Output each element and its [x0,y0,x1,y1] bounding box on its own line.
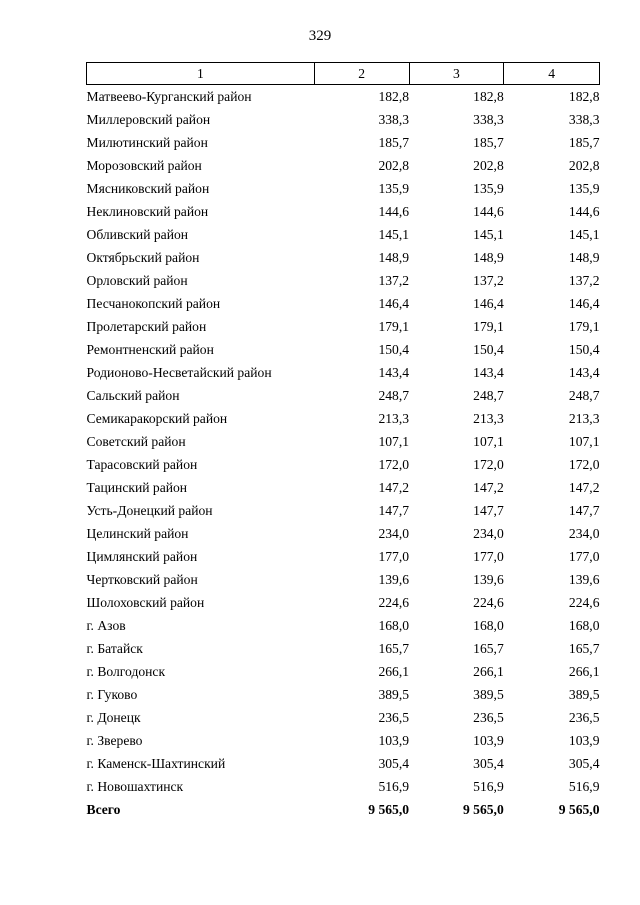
value-col-2: 150,4 [378,342,410,357]
value-col-3: 224,6 [473,595,504,610]
value-col-3: 202,8 [473,158,504,173]
value-col-2: 389,5 [378,687,410,702]
district-name: Ремонтненский район [86,342,214,357]
table-row [87,683,600,706]
value-col-2: 147,2 [378,480,410,495]
value-col-4: 202,8 [568,158,600,173]
table-row [87,315,600,338]
value-col-2: 305,4 [378,756,410,771]
column-header-4: 4 [504,63,600,85]
value-col-2: 148,9 [378,250,410,265]
district-name: Тацинский район [86,480,188,495]
value-col-3: 213,3 [473,411,504,426]
table-row [87,200,600,223]
value-col-4: 148,9 [568,250,600,265]
value-col-3: 150,4 [473,342,504,357]
district-name: Мясниковский район [86,181,210,196]
value-col-2: 234,0 [378,526,410,541]
table-row [87,338,600,361]
table-row [87,269,600,292]
value-col-2: 172,0 [378,457,410,472]
district-name: г. Азов [86,618,126,633]
value-col-3: 148,9 [473,250,504,265]
value-col-2: 179,1 [378,319,410,334]
total-value-2: 9 565,0 [368,802,410,817]
table-row [87,85,600,109]
district-name: Семикаракорский район [86,411,228,426]
value-col-2: 236,5 [378,710,410,725]
page-number: 329 [308,28,332,44]
table-row [87,522,600,545]
table-row [87,361,600,384]
value-col-4: 144,6 [568,204,600,219]
district-name: Песчанокопский район [86,296,221,311]
value-col-4: 305,4 [568,756,600,771]
value-col-3: 516,9 [473,779,504,794]
value-col-3: 338,3 [473,112,504,127]
district-name: Советский район [86,434,186,449]
district-name: Морозовский район [86,158,202,173]
value-col-3: 147,2 [473,480,504,495]
value-col-3: 137,2 [473,273,504,288]
value-col-2: 168,0 [378,618,410,633]
value-col-2: 185,7 [378,135,410,150]
value-col-2: 248,7 [378,388,410,403]
district-name: Милютинский район [86,135,208,150]
table-row [87,476,600,499]
value-col-2: 144,6 [378,204,410,219]
table-row [87,154,600,177]
value-col-3: 236,5 [473,710,504,725]
data-table [86,62,600,821]
value-col-3: 305,4 [473,756,504,771]
value-col-3: 179,1 [473,319,504,334]
value-col-3: 145,1 [473,227,504,242]
value-col-2: 165,7 [378,641,410,656]
table-row [87,591,600,614]
district-name: г. Донецк [86,710,141,725]
value-col-3: 389,5 [473,687,504,702]
column-header-2: 2 [314,63,409,85]
table-row [87,384,600,407]
value-col-3: 185,7 [473,135,504,150]
table-row [87,407,600,430]
table-row [87,223,600,246]
value-col-4: 516,9 [568,779,600,794]
value-col-4: 213,3 [568,411,600,426]
value-col-2: 146,4 [378,296,410,311]
district-name: Шолоховский район [86,595,205,610]
district-name: Тарасовский район [86,457,198,472]
value-col-2: 202,8 [378,158,410,173]
district-name: Цимлянский район [86,549,198,564]
total-value-3: 9 565,0 [462,802,504,817]
value-col-2: 103,9 [378,733,410,748]
value-col-2: 177,0 [378,549,410,564]
value-col-3: 146,4 [473,296,504,311]
value-col-4: 224,6 [568,595,600,610]
table-row [87,752,600,775]
district-name: г. Новошахтинск [86,779,184,794]
value-col-4: 103,9 [568,733,600,748]
value-col-4: 248,7 [568,388,600,403]
value-col-2: 224,6 [378,595,410,610]
column-header-3: 3 [409,63,504,85]
value-col-4: 165,7 [568,641,600,656]
table-row [87,292,600,315]
value-col-3: 139,6 [473,572,504,587]
district-name: Целинский район [86,526,189,541]
value-col-4: 137,2 [568,273,600,288]
district-name: Обливский район [86,227,189,242]
value-col-2: 266,1 [378,664,410,679]
column-header-1: 1 [87,63,315,85]
value-col-4: 147,7 [568,503,600,518]
district-name: Октябрьский район [86,250,200,265]
table-row [87,499,600,522]
table-body [87,85,600,799]
value-col-3: 165,7 [473,641,504,656]
table-row [87,108,600,131]
district-name: Миллеровский район [86,112,211,127]
district-name: Пролетарский район [86,319,207,334]
value-col-4: 146,4 [568,296,600,311]
table-row [87,177,600,200]
value-col-3: 107,1 [473,434,504,449]
value-col-3: 248,7 [473,388,504,403]
table-row [87,131,600,154]
value-col-4: 179,1 [568,319,600,334]
value-col-4: 150,4 [568,342,600,357]
value-col-2: 145,1 [378,227,410,242]
value-col-4: 168,0 [568,618,600,633]
value-col-4: 266,1 [568,664,600,679]
value-col-3: 103,9 [473,733,504,748]
table-row [87,246,600,269]
value-col-4: 107,1 [568,434,600,449]
value-col-2: 147,7 [378,503,410,518]
value-col-3: 266,1 [473,664,504,679]
value-col-4: 143,4 [568,365,600,380]
district-name: Сальский район [86,388,180,403]
district-name: г. Батайск [86,641,143,656]
value-col-3: 172,0 [473,457,504,472]
district-name: г. Гуково [86,687,138,702]
table-row [87,614,600,637]
table-row [87,637,600,660]
table-row [87,706,600,729]
value-col-2: 338,3 [378,112,410,127]
value-col-2: 107,1 [378,434,410,449]
value-col-3: 135,9 [473,181,504,196]
table-row [87,660,600,683]
value-col-3: 234,0 [473,526,504,541]
district-name: Усть-Донецкий район [86,503,213,518]
value-col-4: 338,3 [568,112,600,127]
value-col-2: 182,8 [378,89,410,104]
value-col-4: 177,0 [568,549,600,564]
value-col-2: 213,3 [378,411,410,426]
total-label: Всего [86,802,121,817]
value-col-4: 185,7 [568,135,600,150]
district-name: г. Волгодонск [86,664,166,679]
value-col-4: 236,5 [568,710,600,725]
total-row [87,798,600,821]
table-row [87,545,600,568]
value-col-4: 389,5 [568,687,600,702]
header-row [87,63,600,85]
district-name: г. Каменск-Шахтинский [86,756,226,771]
value-col-2: 139,6 [378,572,410,587]
value-col-4: 135,9 [568,181,600,196]
district-name: Неклиновский район [86,204,209,219]
value-col-3: 143,4 [473,365,504,380]
value-col-3: 147,7 [473,503,504,518]
district-name: Чертковский район [86,572,198,587]
table-row [87,453,600,476]
value-col-2: 516,9 [378,779,410,794]
total-value-4: 9 565,0 [558,802,600,817]
value-col-4: 139,6 [568,572,600,587]
value-col-4: 145,1 [568,227,600,242]
value-col-3: 182,8 [473,89,504,104]
value-col-4: 147,2 [568,480,600,495]
district-name: Матвеево-Курганский район [86,89,252,104]
table-row [87,568,600,591]
district-name: г. Зверево [86,733,143,748]
value-col-4: 182,8 [568,89,600,104]
value-col-3: 144,6 [473,204,504,219]
table-row [87,775,600,798]
value-col-3: 177,0 [473,549,504,564]
table-row [87,729,600,752]
value-col-4: 234,0 [568,526,600,541]
value-col-2: 135,9 [378,181,410,196]
value-col-3: 168,0 [473,618,504,633]
table-row [87,430,600,453]
value-col-4: 172,0 [568,457,600,472]
district-name: Родионово-Несветайский район [86,365,272,380]
value-col-2: 143,4 [378,365,410,380]
value-col-2: 137,2 [378,273,410,288]
district-name: Орловский район [86,273,188,288]
